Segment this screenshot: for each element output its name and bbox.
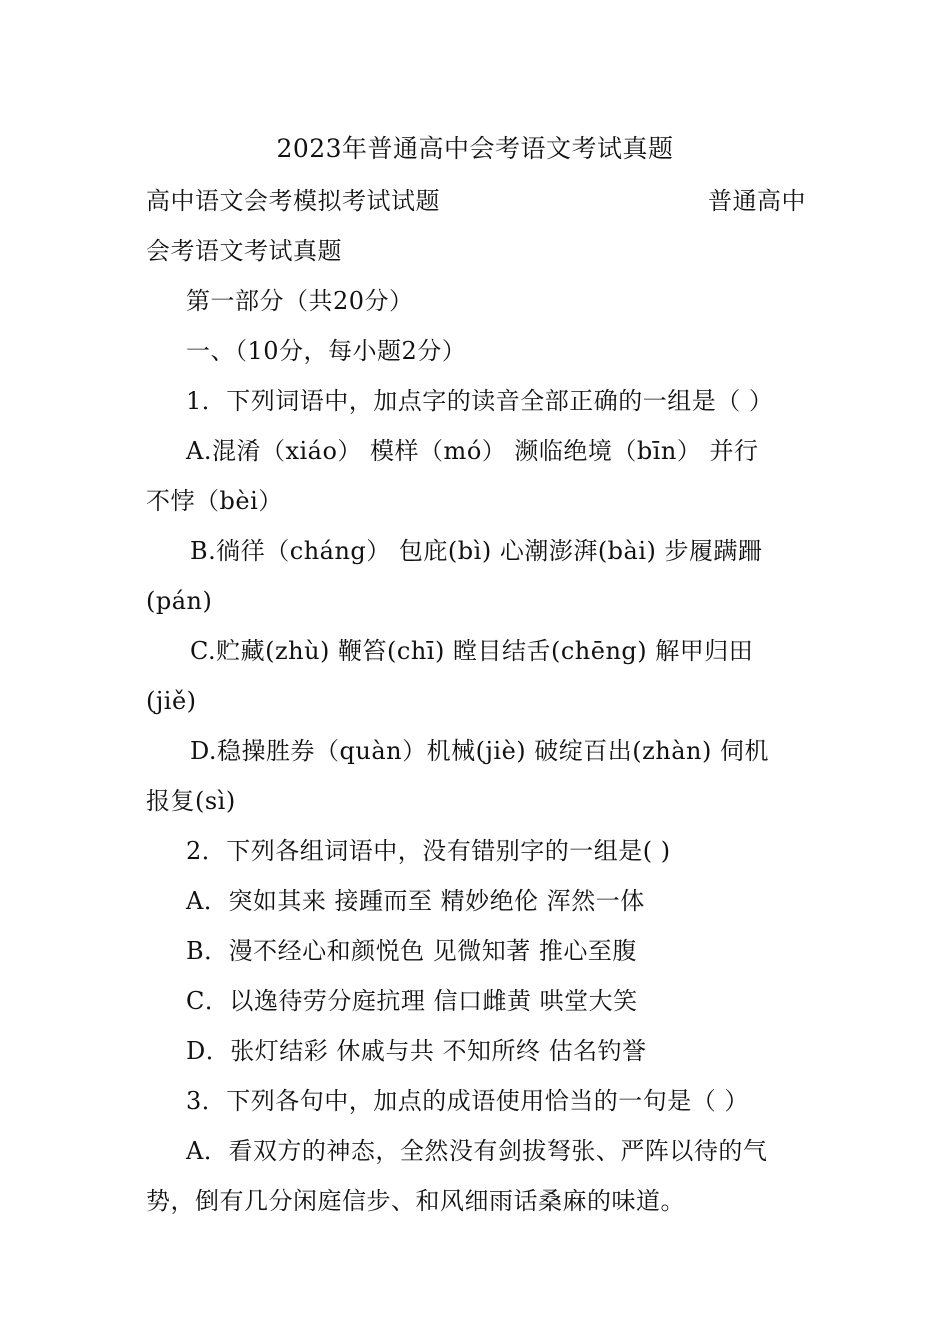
question-2-option-a: A．突如其来 接踵而至 精妙绝伦 浑然一体 <box>186 887 645 915</box>
question-1-option-a-cont: 不悖（bèi） <box>146 487 283 515</box>
question-2-option-c: C．以逸待劳分庭抗理 信口雌黄 哄堂大笑 <box>186 987 638 1015</box>
question-2-option-d: D．张灯结彩 休戚与共 不知所终 估名钓誉 <box>186 1037 647 1065</box>
subtitle-continuation: 会考语文考试真题 <box>146 237 342 265</box>
document-title: 2023年普通高中会考语文考试真题 <box>276 134 674 163</box>
question-1-option-d: D.稳操胜券（quàn）机械(jiè) 破绽百出(zhàn) 伺机 <box>190 737 769 765</box>
question-1-option-b-cont: (pán) <box>146 587 213 615</box>
question-3-stem: 3．下列各句中，加点的成语使用恰当的一句是（ ） <box>186 1087 749 1115</box>
question-2-stem: 2．下列各组词语中，没有错别字的一组是( ) <box>186 837 671 865</box>
question-1-option-c: C.贮藏(zhù) 鞭笞(chī) 瞠目结舌(chēng) 解甲归田 <box>190 637 754 665</box>
subtitle-line <box>146 186 806 216</box>
part-heading: 第一部分（共20分） <box>186 287 414 315</box>
question-1-option-d-cont: 报复(sì) <box>146 787 236 815</box>
subtitle-right: 普通高中 <box>708 187 806 215</box>
question-1-stem: 1．下列词语中，加点字的读音全部正确的一组是（ ） <box>186 387 774 415</box>
question-2-option-b: B．漫不经心和颜悦色 见微知著 推心至腹 <box>186 937 637 965</box>
subtitle-left: 高中语文会考模拟考试试题 <box>146 187 440 215</box>
question-1-option-b: B.徜徉（cháng） 包庇(bì) 心潮澎湃(bài) 步履蹒跚 <box>190 537 763 565</box>
question-3-option-a: A．看双方的神态，全然没有剑拔弩张、严阵以待的气 <box>186 1137 768 1165</box>
section-heading: 一、（10分，每小题2分） <box>186 337 467 365</box>
question-3-option-a-cont: 势，倒有几分闲庭信步、和风细雨话桑麻的味道。 <box>146 1187 685 1215</box>
question-1-option-c-cont: (jiě) <box>146 687 197 715</box>
question-1-option-a: A.混淆（xiáo） 模样（mó） 濒临绝境（bīn） 并行 <box>186 437 759 465</box>
